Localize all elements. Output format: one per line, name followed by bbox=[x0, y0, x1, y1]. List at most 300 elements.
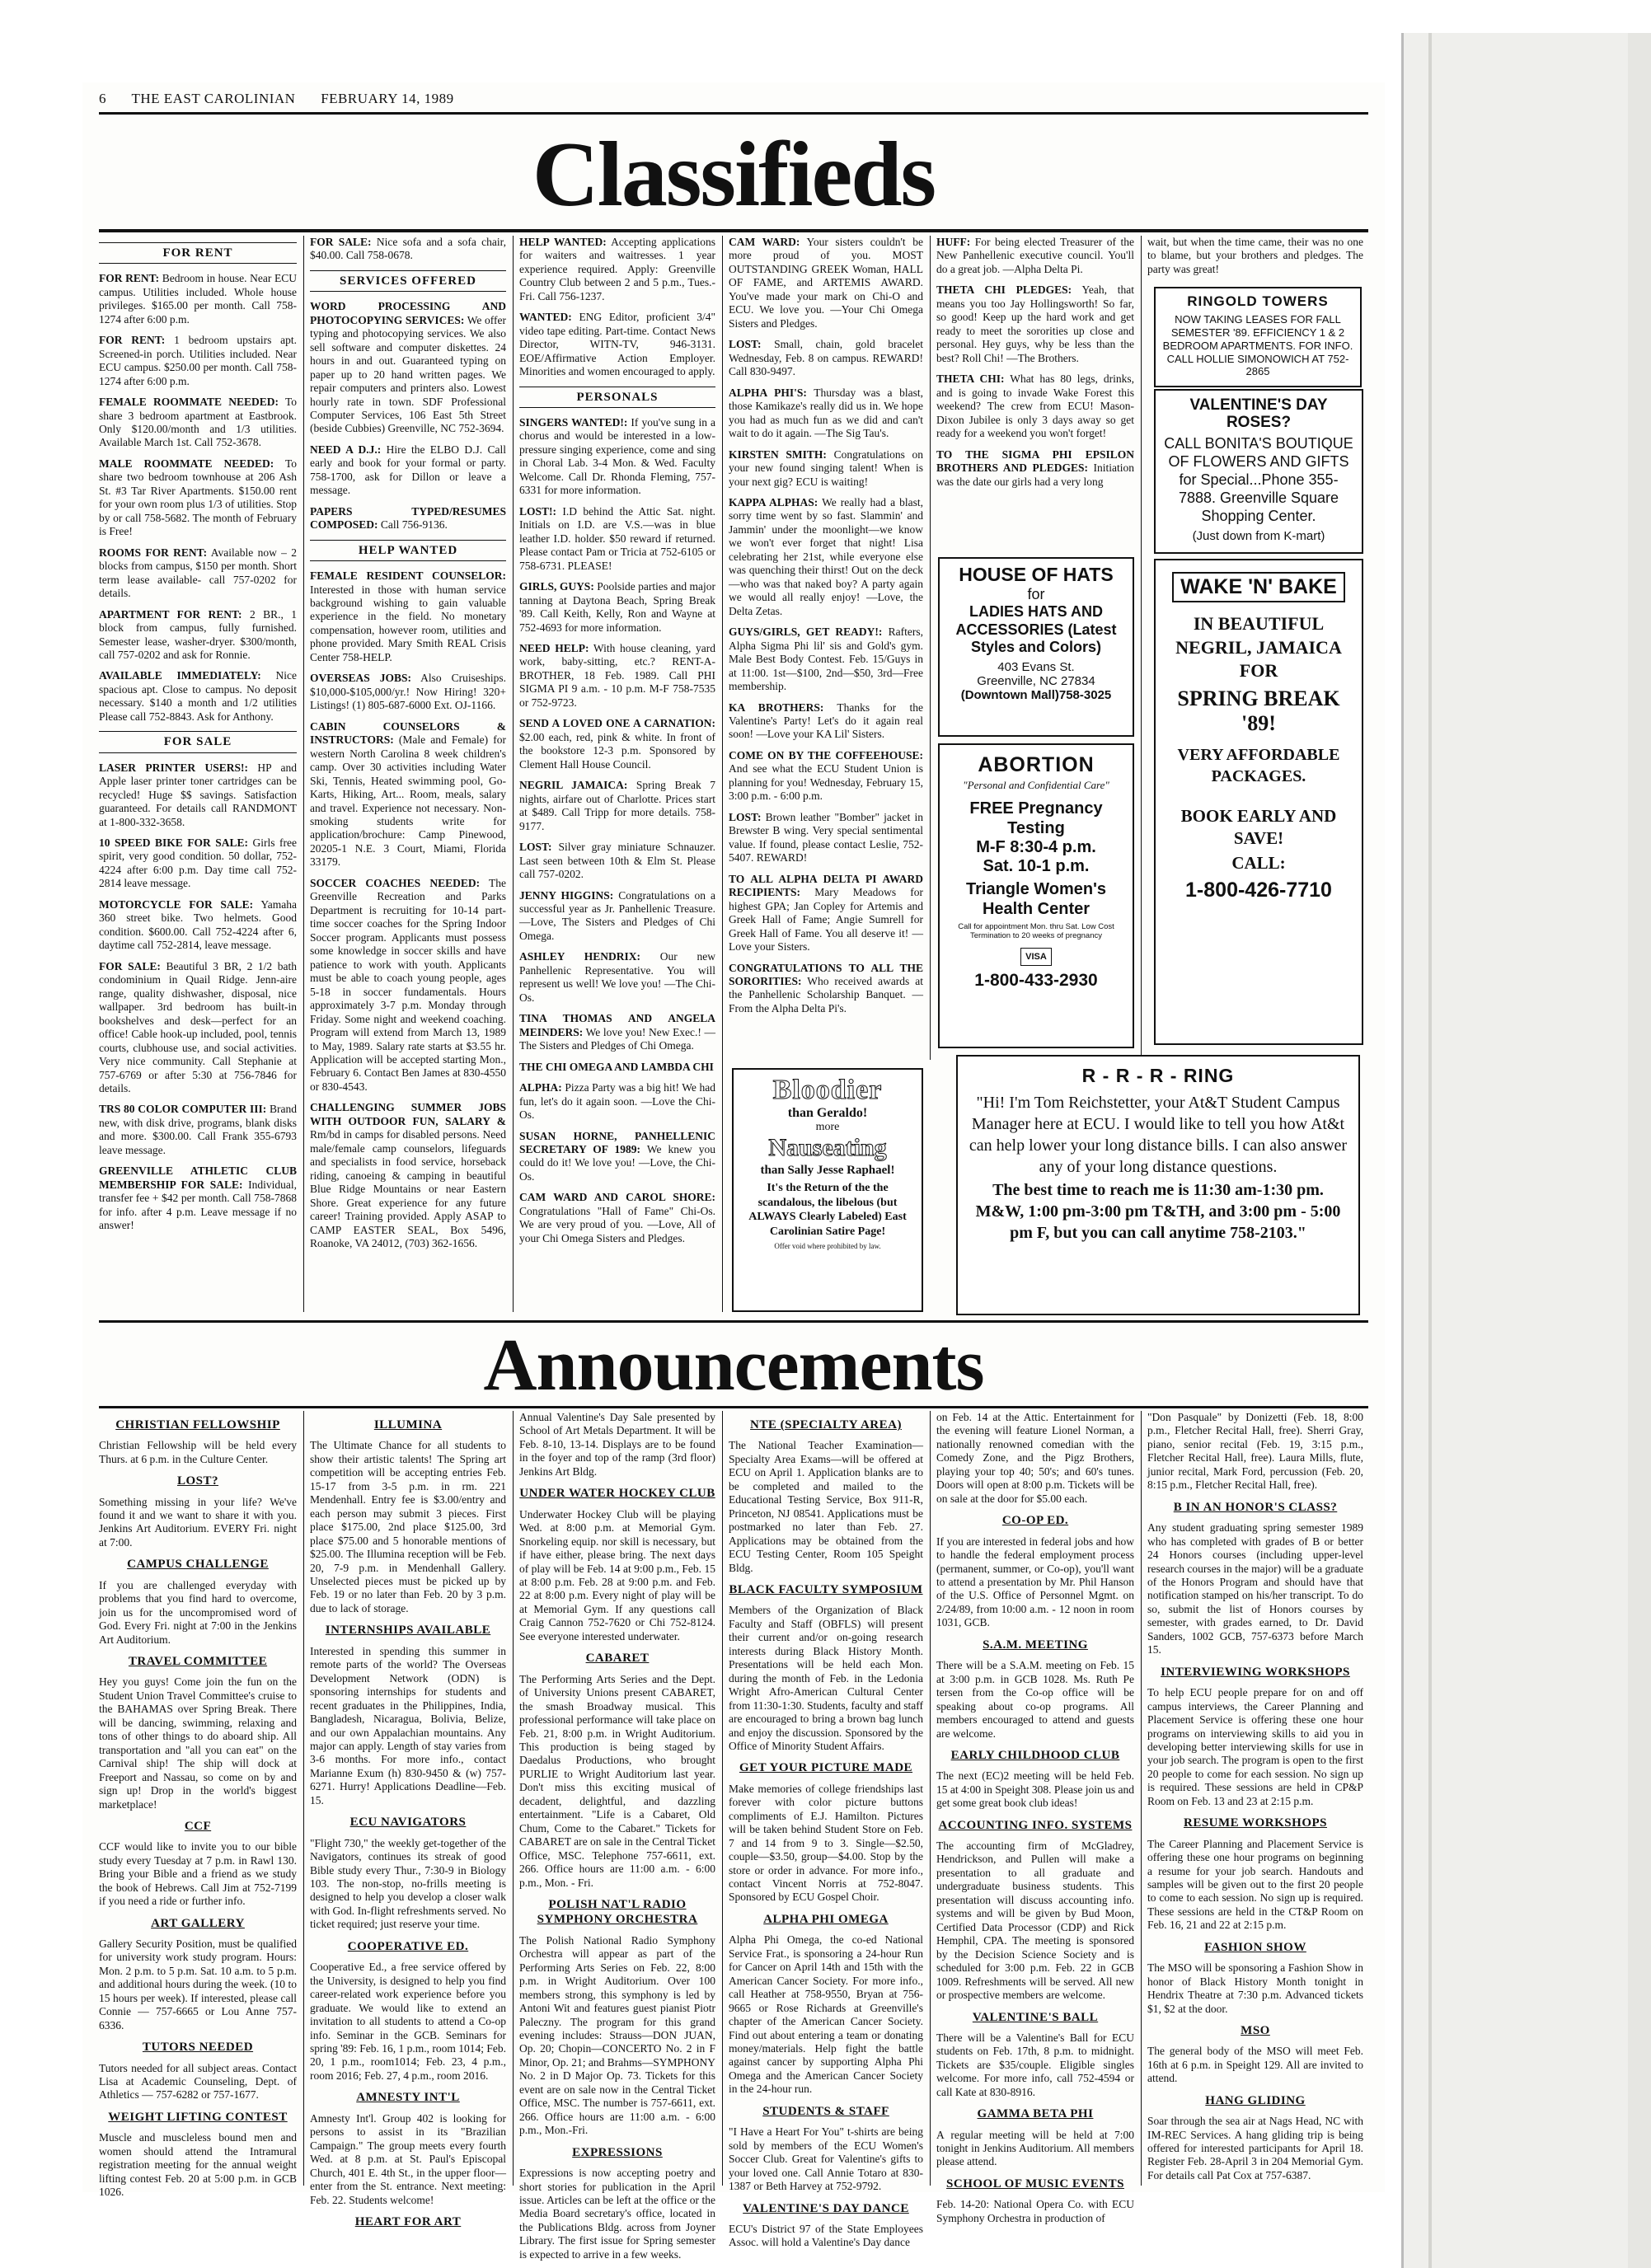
classified-ad-heading: OVERSEAS JOBS: bbox=[310, 672, 411, 685]
announcement-text: The general body of the MSO will meet Feb. 16th at 6 p.m. in Speight 129. All are invited to attend. bbox=[1147, 2045, 1363, 2085]
classified-ad-text: Interested in those with human service background wishing to gain valuable experience in the field. No monetary compensation, however room, utilities and phone provided. Mary Smith REAL Crisis Center 758-HELP. bbox=[310, 583, 506, 663]
announcement-text: The National Teacher Examination—Specialty Area Exams—will be offered at ECU on April 1. Application blanks are to be completed and mailed to the Educational Testing Service, Box 911-R, Princeton, NJ 08541. Applications must be postmarked no later than Feb. 27. Applications may be obtained from the ECU Testing Center, Room 105 Speight Bldg. bbox=[729, 1439, 923, 1574]
classified-ad bbox=[99, 960, 297, 1096]
announcement-heading: CCF bbox=[184, 1820, 212, 1834]
announcements-title: Announcements bbox=[483, 1324, 984, 1406]
classified-ad-heading: HUFF: bbox=[936, 236, 971, 248]
classified-ad-heading: FEMALE RESIDENT COUNSELOR: bbox=[310, 569, 506, 583]
classified-ad-heading: AVAILABLE IMMEDIATELY: bbox=[99, 669, 261, 682]
classified-ad-heading: GIRLS, GUYS: bbox=[519, 580, 594, 593]
classified-ad-text: Hire the ELBO D.J. Call early and book for your formal or party. 758-1700, ask for Dillon or leave a message. bbox=[310, 443, 506, 497]
classified-ad bbox=[519, 717, 715, 771]
section-services-offered: SERVICES OFFERED bbox=[310, 270, 506, 292]
classified-ad bbox=[99, 608, 297, 663]
house-of-hats-ad bbox=[938, 557, 1134, 737]
classified-ad-text: Brown leather "Bomber" jacket in Brewster B wing. Very special sentimental value. If found, please contact Leslie, 752-5407. REWARD! bbox=[729, 810, 923, 865]
announcement-text: There will be a S.A.M. meeting on Feb. 15 at 3:00 p.m. in GCB 1028. Ms. Ruth Pe tersen from the Co-op office will be speaking about co-op programs. All members encouraged to attend and guests are welcome. bbox=[936, 1659, 1134, 1740]
classified-ad-heading: JENNY HIGGINS: bbox=[519, 888, 614, 902]
classified-ad-text: To share 3 bedroom apartment at Eastbrook. Only $120.00/month and 1/3 utilities. Available March 1st. Call 752-3678. bbox=[99, 396, 297, 449]
column-divider bbox=[930, 236, 931, 1060]
announcements-column-3 bbox=[519, 1411, 715, 2261]
announcement-heading: B IN AN HONOR'S CLASS? bbox=[1173, 1500, 1338, 1514]
ad-ring-title: R - R - R - RING bbox=[1081, 1065, 1235, 1086]
ad-abortion-tagline: "Personal and Confidential Care" bbox=[963, 779, 1109, 791]
classified-ad bbox=[310, 672, 506, 712]
announcement-text: There will be a Valentine's Ball for ECU students on Feb. 17th, 8 p.m. to midnight. Tickets are $35/couple. Eligible singles welcome. For more info, call 752-4594 or call Kate at 830-8916. bbox=[936, 2031, 1134, 2098]
ad-ring-body: "Hi! I'm Tom Reichstetter, your At&T Student Campus Manager here at ECU. I would like to tell you how At&t can help lower your long distance bills. I can also answer any of your long distance questions. bbox=[969, 1094, 1348, 1176]
announcement-text: Something missing in your life? We've found it and we want to share it with you. Jenkins Art Auditorium. EVERY Fri. night at 7:00. bbox=[99, 1495, 297, 1549]
classified-ad-text: To share two bedroom townhouse at 206 Ash St. #3 Tar River Apartments. $150.00 rent for your own room plus 1/3 of utilities. Stop by or call 758-5682. The month of February is Free! bbox=[99, 457, 297, 538]
announcement-heading: WEIGHT LIFTING CONTEST bbox=[108, 2110, 288, 2124]
adjacent-page-edge bbox=[1401, 33, 1651, 2268]
announcement-text: CCF would like to invite you to our bible study every Tuesday at 7 p.m. in Rawl 130. Bring your Bible and a friend as we study the book of Hebrews. Call Jim at 752-7199 if you need a ride or further info. bbox=[99, 1840, 297, 1908]
classified-ad-text: Spring Break 7 nights, airfare out of Charlotte. Prices start at $489. Call Tripp for more details. 758-9177. bbox=[519, 779, 715, 832]
classified-ad-heading: GUYS/GIRLS, GET READY!: bbox=[729, 626, 883, 639]
announcement-heading: MSO bbox=[1241, 2024, 1270, 2038]
classified-ad-heading: CONGRATULATIONS TO ALL THE SORORITIES: bbox=[729, 961, 923, 987]
announcement-heading: INTERNSHIPS AVAILABLE bbox=[325, 1624, 491, 1638]
announcement-heading: RESUME WORKSHOPS bbox=[1183, 1816, 1327, 1830]
announcement-heading: GAMMA BETA PHI bbox=[977, 2107, 1094, 2121]
classified-ad bbox=[519, 416, 715, 498]
ad-ringold-title: RINGOLD TOWERS bbox=[1187, 293, 1329, 309]
announcement-text: Make memories of college friendships last forever with color picture buttons compliments of E.J. Hamilton. Pictures will be taken behind Student Store on Feb. 7 and 14 from 9 to 3. Single—$2.50, couple—$3.50, group—$4.00. Stop by the store or order in advance. For more info., contact Vincent Norris at 752-8047. Sponsored by ECU Gospel Choir. bbox=[729, 1782, 923, 1904]
column-personals-end bbox=[1147, 236, 1363, 285]
column-divider bbox=[513, 1411, 514, 2186]
classified-ad bbox=[519, 1130, 715, 1184]
section-for-rent: FOR RENT bbox=[99, 242, 297, 264]
column-divider bbox=[513, 236, 514, 1312]
announcement-text: "I Have a Heart For You" t-shirts are being sold by members of the ECU Women's Soccer Club. Great for Valentine's gifts to your loved one. Call Annie Totaro at 830-1387 or Beth Harvey at 752-9792. bbox=[729, 2125, 923, 2193]
classified-ad-text: Thursday was a blast, those Kamikaze's really did us in. We hope you had as much fun as we did and can't wait to do it again. —The Sig Tau's. bbox=[729, 386, 923, 440]
classified-ad-heading: CHALLENGING SUMMER JOBS WITH OUTDOOR FUN, SALARY & bbox=[310, 1101, 506, 1127]
announcement-heading: TUTORS NEEDED bbox=[142, 2041, 254, 2055]
classified-ad bbox=[519, 841, 715, 881]
classified-ad bbox=[99, 457, 297, 539]
announcement-text: Hey you guys! Come join the fun on the Student Union Travel Committee's cruise to the BAHAMAS over Spring Break. There will be dancing, swimming, relaxing and tons of other things to do aboard ship. All transportation and "all you can eat" on the Carnival ship! The ship will dock at Freeport and Nassau, so come on by and sign up! Drop in the world's biggest marketplace! bbox=[99, 1675, 297, 1811]
column-personals bbox=[519, 236, 715, 1312]
classified-ad-text: Yamaha 360 street bike. Two helmets. Good condition. $600.00. Call 752-4224 after 6, daytime call 752-2814, leave message. bbox=[99, 897, 297, 952]
announcement-heading: TRAVEL COMMITTEE bbox=[128, 1655, 268, 1669]
classified-ad-text: We really had a blast, sorry time went by so fast. Slammin' and Jammin' under the moonlight—we know we won't ever forget that night! Lisa celebrating her 21st, while everyone else was quenching their thirst! Out on the deck—who was that naked boy? A party again we would all really enjoy! —Love, the Delta Zetas. bbox=[729, 495, 923, 617]
column-divider bbox=[930, 1411, 931, 2186]
announcement-text: "Flight 730," the weekly get-together of the Navigators, continues its streak of good Bible study every Thur., 7:30-9 in Biology 103. The non-stop, no-frills meeting is designed to help you develop a closer walk with God. In-flight refreshments served. No ticket required; just reserve your time. bbox=[310, 1836, 506, 1931]
ad-bloodier-disclaimer: Offer void where prohibited by law. bbox=[774, 1242, 881, 1250]
classified-ad-heading: MALE ROOMMATE NEEDED: bbox=[99, 457, 274, 470]
announcement-heading: FASHION SHOW bbox=[1204, 1940, 1306, 1954]
announcement-heading: CABARET bbox=[585, 1652, 650, 1666]
classified-ad-text: Congratulations "Hall of Fame" Chi-Os. We are very proud of you. —Love, All of your Chi Omega Sisters and Pledges. bbox=[519, 1204, 715, 1244]
classified-ad-text: Girls free spirit, very good condition. 50 dollar, 752-4224 after 6:00 p.m. Day time call 752-2814 leave message. bbox=[99, 836, 297, 890]
classified-ad bbox=[310, 443, 506, 498]
classified-ad-text: Poolside parties and major tanning at Daytona Beach, Spring Break '89. Call Keith, Kelly, Ron and Wayne at 752-4693 for more information. bbox=[519, 580, 715, 634]
column-divider bbox=[722, 1411, 723, 2186]
ad-nauseating-title: Nauseating bbox=[768, 1134, 887, 1161]
classified-ad-text: We knew you could do it! We love you! —Love, the Chi-Os. bbox=[519, 1143, 715, 1183]
classified-ad bbox=[310, 569, 506, 664]
classified-ad-text: wait, but when the time came, their was no one to blame, but your brothers and pledges. The party was great! bbox=[1147, 236, 1363, 275]
classified-ad-heading: THETA CHI: bbox=[936, 373, 1005, 386]
ad-bloodier-line: than Geraldo! bbox=[787, 1106, 868, 1120]
ad-abortion-free-testing: FREE Pregnancy Testing bbox=[969, 799, 1103, 837]
classified-ad bbox=[936, 373, 1134, 440]
ad-bloodier-title: Bloodier bbox=[772, 1075, 883, 1105]
wake-n-bake-ad bbox=[1154, 559, 1363, 1045]
ad-ringold-body: NOW TAKING LEASES FOR FALL SEMESTER '89. EFFICIENCY 1 & 2 BEDROOM APARTMENTS. FOR INFO. CALL HOLLIE SIMONOWICH AT 752-2865 bbox=[1162, 313, 1353, 378]
classified-ad-text: The Greenville Recreation and Parks Department is recruiting for 10-14 part-time soccer coaches for the Spring Indoor Soccer program. Applicants must possess some knowledge in soccer skills and have patience to work with youth. Applicants must be able to coach young people, ages 5-18 in soccer fundamentals. Hours approximately 3-7 p.m. Monday through Friday. Some night and weekend coaching. Program will extend from March 13, 1989 to May, 1989. Salary rate starts at $3.55 hr. Application will be accepted starting Mon., February 6. Contact Ben James at 830-4550 or 830-4543. bbox=[310, 876, 507, 1093]
classified-ad bbox=[729, 701, 923, 742]
ad-hats-products: LADIES HATS AND ACCESSORIES (Latest Styles and Colors) bbox=[955, 603, 1117, 656]
classified-ad-text: For being elected Treasurer of the New Panhellenic executive council. You'll do a great job. —Alpha Delta Pi. bbox=[936, 236, 1135, 275]
classified-ad bbox=[310, 877, 506, 1094]
announcement-heading: POLISH NAT'L RADIO SYMPHONY ORCHESTRA bbox=[537, 1898, 698, 1927]
classified-ad-heading: KAPPA ALPHAS: bbox=[729, 495, 818, 508]
classified-ad-text: Beautiful 3 BR, 2 1/2 bath condominium in Quail Ridge. Jenn-aire range, quality dishwasher, disposal, nice wallpaper. 3rd bedroom has built-in bookshelves and desk—perfect for an office! Cable hook-up included, pool, tennis courts, clubhouse use, and social activities. Very nice community. Call Stephanie at 757-6769 or after 5:30 at 756-7846 for details. bbox=[99, 959, 298, 1094]
personals-list-more bbox=[936, 236, 1134, 489]
ad-ring-hours: The best time to reach me is 11:30 am-1:30 pm. M&W, 1:00 pm-3:00 pm T&TH, and 3:00 pm - 5:00 pm F, but you can call anytime 758-2103." bbox=[975, 1181, 1341, 1242]
announcement-text: The Ultimate Chance for all students to show their artistic talents! The Spring art competition will be accepting entries Feb. 15-17 from 3-5 p.m. in rm. 221 Mendenhall. Entry fee is $3.00/entry and each person may submit 3 pieces. First place $175.00, 2nd place $125.00, 3rd place $75.00 and 5 honorable mentions of $25.00. The Illumina reception will be Feb. 20, 7-9 p.m. in Mendenhall Gallery. Unselected pieces must be picked up by Feb. 19 or no later than Feb. 20 by 3 p.m. due to lack of storage. bbox=[310, 1439, 506, 1614]
classified-ad bbox=[936, 284, 1134, 365]
ad-hats-city: Greenville, NC 27834 bbox=[977, 673, 1095, 688]
classified-ad-text: We love you! New Exec.! —The Sisters and Pledges of Chi Omega. bbox=[519, 1025, 715, 1052]
classified-ad bbox=[729, 448, 923, 489]
classified-ad bbox=[519, 505, 715, 573]
classified-ad-heading: CAM WARD AND CAROL SHORE: bbox=[519, 1191, 715, 1204]
classified-ad-text: 2 BR., 1 block from campus, fully furnished. Semester lease, washer-dryer. $300/month, call 757-0202 and ask for Ronnie. bbox=[99, 607, 297, 662]
classified-ad bbox=[519, 1012, 715, 1052]
ad-abortion-hours: Sat. 10-1 p.m. bbox=[983, 857, 1090, 875]
classified-ad-heading: THE CHI OMEGA AND LAMBDA CHI bbox=[519, 1060, 714, 1073]
classified-ad-heading: APARTMENT FOR RENT: bbox=[99, 607, 242, 621]
classifieds-title: Classifieds bbox=[532, 124, 936, 226]
classified-ad bbox=[729, 387, 923, 441]
announcement-text: Members of the Organization of Black Faculty and Staff (OBFLS) will present their current and/or on-going research interests during Black History Month. Presentations will be held each Mon. during the month of Feb. in the Ledonia Wright Afro-American Cultural Center from 11:30-1:30. Students, faculty and staff are encouraged to bring a brown bag lunch and enjoy the discussion. Sponsored by the Office of Minority Student Affairs. bbox=[729, 1604, 923, 1752]
ad-hats-title: HOUSE OF HATS bbox=[959, 564, 1114, 585]
classified-ad-text: Individual, transfer fee + $42 per month. Call 758-7868 for info. after 4 p.m. Leave message if no answer! bbox=[99, 1178, 297, 1232]
classified-ad-heading: CABIN COUNSELORS & INSTRUCTORS: bbox=[310, 719, 506, 747]
classified-ad-heading: PAPERS TYPED/RESUMES COMPOSED: bbox=[310, 504, 506, 532]
classified-ad-heading: GREENVILLE ATHLETIC CLUB MEMBERSHIP FOR SALE: bbox=[99, 1164, 297, 1191]
help-wanted-list bbox=[310, 569, 506, 1251]
classified-ad bbox=[729, 873, 923, 954]
classified-ad-heading: MOTORCYCLE FOR SALE: bbox=[99, 897, 254, 911]
classified-ad bbox=[519, 1191, 715, 1245]
announcement-text: Gallery Security Position, must be qualified for university work study program. Hours: Mon. 2 p.m. to 5 p.m. Sat. 10 a.m. to 5 p.m. and additional hours during the week. (10 to 15 hours per week). If interested, please call Connie — 757-6665 or Lou Anne 757-6336. bbox=[99, 1937, 297, 2031]
announcement-heading: COOPERATIVE ED. bbox=[347, 1939, 469, 1953]
classified-ad bbox=[99, 396, 297, 450]
personals-list bbox=[519, 416, 715, 1245]
classified-ad-heading: LASER PRINTER USERS!: bbox=[99, 761, 249, 774]
classified-ad-heading: LOST!: bbox=[519, 504, 557, 518]
classified-ad-text: Pizza Party was a big hit! We had fun, let's do it again soon. —Love the Chi-Os. bbox=[519, 1081, 715, 1122]
classified-ad-heading: TO THE SIGMA PHI EPSILON BROTHERS AND PLEDGES: bbox=[936, 448, 1134, 475]
ad-wake-spring-break: SPRING BREAK bbox=[1177, 686, 1340, 710]
ad-hats-for: for bbox=[1027, 586, 1045, 602]
announcement-heading: ECU NAVIGATORS bbox=[349, 1816, 467, 1830]
ad-abortion-title: ABORTION bbox=[978, 753, 1095, 776]
column-divider bbox=[303, 236, 304, 1312]
classified-ad bbox=[519, 1081, 715, 1122]
classified-ad-heading: LOST: bbox=[729, 338, 762, 351]
classified-ad-text: Call 756-9136. bbox=[380, 518, 448, 532]
att-ring-ad bbox=[956, 1055, 1360, 1315]
announcements-column-1 bbox=[99, 1411, 297, 2199]
classified-ad bbox=[519, 889, 715, 944]
announcement-heading: HEART FOR ART bbox=[354, 2214, 462, 2228]
personals-list-continued bbox=[729, 236, 923, 1015]
classified-ad-text: With house cleaning, yard work, baby-sitting, etc.? RENT-A-BROTHER, 18 Feb. 1989. Call PHI SIGMA PI 9 a.m. - 10 p.m. M-F 758-7535 or 752-9723. bbox=[519, 642, 715, 709]
classified-ad-heading: THETA CHI PLEDGES: bbox=[936, 284, 1072, 297]
column-for-rent-sale bbox=[99, 236, 297, 1312]
announcement-text: Amnesty Int'l. Group 402 is looking for persons to assist in its "Brazilian Campaign." The group meets every fourth Wed. at 8 p.m. at St. Paul's Episcopal Church, 401 E. 4th St., in the upper floor—enter from the St. entrance. Next meeting: Feb. 22. Students welcome! bbox=[310, 2111, 506, 2206]
classified-ad-heading: 10 SPEED BIKE FOR SALE: bbox=[99, 836, 249, 849]
classified-ad bbox=[519, 642, 715, 710]
classified-ad bbox=[519, 950, 715, 1005]
satire-page-ad bbox=[732, 1068, 923, 1312]
announcement-text: Feb. 14-20: National Opera Co. with ECU Symphony Orchestra in production of bbox=[936, 2198, 1134, 2224]
announcement-text: "Don Pasquale" by Donizetti (Feb. 18, 8:00 p.m., Fletcher Recital Hall, free). Sherri Gray, piano, senior recital (Feb. 19, 3:15 p.m., Fletcher Recital Hall, free). Laura Mills, flute, junior recital, Mark Ford, percussion (Feb. 20, 8:15 p.m., Fletcher Recital Hall, free). bbox=[1147, 1411, 1363, 1492]
classified-ad-text: Silver gray miniature Schnauzer. Last seen between 10th & Elm St. Please call 757-0202. bbox=[519, 841, 715, 881]
announcement-heading: NTE (SPECIALTY AREA) bbox=[750, 1418, 902, 1432]
announcement-heading: CAMPUS CHALLENGE bbox=[127, 1558, 269, 1572]
classified-ad bbox=[729, 338, 923, 378]
announcement-text: Underwater Hockey Club will be playing Wed. at 8:00 p.m. at Memorial Gym. Snorkeling equip. nor skill is necessary, but if have either, please bring. The next days of play will be Feb. 14 at 9:00 p.m., Feb. 15 at 8:00 p.m. Feb. 28 at 9:00 p.m. and Feb. 22 at 8:00 p.m. Every night of play will be at Memorial Gym. If any questions call Craig Cannon 752-7620 or Chi 752-8124. See everyone interested underwater. bbox=[519, 1507, 715, 1642]
classified-ad bbox=[519, 1061, 715, 1074]
classified-ad bbox=[99, 836, 297, 891]
announcement-text: Annual Valentine's Day Sale presented by School of Art Metals Department. It will be Feb. 8-10, 13-14. Displays are to be found in the foyer and top of the ramp (3rd floor) Jenkins Art Bldg. bbox=[519, 1411, 715, 1478]
classified-ad-heading: COME ON BY THE COFFEEHOUSE: bbox=[729, 748, 923, 761]
announcement-text: If you are interested in federal jobs and how to handle the federal employment process (permanent, summer, or Co-op), you'll want to attend a presentation by Mr. Phil Hanson of the U.S. Office of Personnel Mgmt. on 2/24/89, from 10:00 a.m. - 12 noon in room 1031, GCB. bbox=[936, 1535, 1134, 1629]
classified-ad bbox=[99, 272, 297, 326]
announcement-text: Muscle and muscleless bound men and women should attend the Intramural registration meeting for the annual weight lifting contest Feb. 20 at 5:00 p.m. in GCB 1026. bbox=[99, 2131, 297, 2199]
classified-ad-text: Rafters, Alpha Sigma Phi lil' sis and Gold's gym. Male Best Body Contest. Feb. 15/Guys in at 11:00. 1st—$100, 2nd—$50, 3rd—Free membership. bbox=[729, 626, 923, 693]
announcement-text: Interested in spending this summer in remote parts of the world? The Overseas Development Network (ODN) is sponsoring internships for students and recent graduates in the Philippines, India, Bangladesh, Nicaragua, Bolivia, Belize, and our own Appalachian mountains. Any major can apply. Length of stay varies from 3-6 months. For more info., contact Marianne Exum (h) 830-9450 & (w) 757-6271. Hurry! Applications Deadline—Feb. 15. bbox=[310, 1644, 506, 1806]
issue-date: FEBRUARY 14, 1989 bbox=[321, 91, 454, 106]
classified-ad-heading: ALPHA: bbox=[519, 1081, 562, 1094]
classified-ad-text: $2.00 each, red, pink & white. In front of the bookstore 12-3 p.m. Sponsored by Clement Hall House Council. bbox=[519, 730, 715, 771]
classified-ad-heading: TRS 80 COLOR COMPUTER III: bbox=[99, 1103, 267, 1116]
announcement-heading: INTERVIEWING WORKSHOPS bbox=[1161, 1665, 1350, 1679]
health-center-ad bbox=[938, 743, 1134, 1048]
header-rule bbox=[99, 112, 1368, 115]
classified-ad bbox=[99, 1164, 297, 1232]
classified-ad-heading: TINA THOMAS AND ANGELA MEINDERS: bbox=[519, 1012, 715, 1038]
announcement-text: Soar through the sea air at Nags Head, NC with IM-REC Services. A hang gliding trip is being offered for interested participants for April 18. Register Feb. 28-April 3 in 204 Memorial Gym. For details call Pat Cox at 757-6387. bbox=[1147, 2115, 1363, 2181]
section-personals: PERSONALS bbox=[519, 387, 715, 408]
ad-bloodier-line: than Sally Jesse Raphael! bbox=[760, 1164, 895, 1177]
classified-ad-text: We offer typing and photocopying services. We also sell software and computer diskettes. 24 hours in and out. Guaranteed typing on paper up to 20 hand written pages. We repair computers and printers also. Lowest hourly rate in town. SDF Professional Computer Services, 106 East 5th Street (beside Cubbies) Greenville, NC 752-3694. bbox=[310, 313, 506, 435]
classified-ad-text: Available now – 2 blocks from campus, $150 per month. Short term lease available- call 757-0202 for details. bbox=[99, 546, 297, 600]
announcement-heading: AMNESTY INT'L bbox=[356, 2091, 460, 2105]
classified-ad-text: What has 80 legs, drinks, and is going to invade Wake Forest this weekend? The crew from ECU! Mason-Dixon Jubilee is only 3 days away so get ready for a weekend you won't forget! bbox=[936, 373, 1135, 440]
classified-ad bbox=[729, 749, 923, 804]
classified-ad-heading: SUSAN HORNE, PANHELLENIC SECRETARY OF 1989: bbox=[519, 1129, 715, 1156]
announcement-heading: VALENTINE'S BALL bbox=[972, 2010, 1099, 2024]
classified-ad-text: Thanks for the Valentine's Party! Let's do it again real soon! —Love your KA Lil' Sisters. bbox=[729, 701, 923, 741]
ad-wake-packages: VERY AFFORDABLE PACKAGES. bbox=[1177, 745, 1340, 785]
ad-roses-note: (Just down from K-mart) bbox=[1192, 528, 1325, 543]
classified-ad bbox=[99, 669, 297, 724]
classified-ad-heading: ALPHA PHI'S: bbox=[729, 386, 807, 399]
announcement-text: ECU's District 97 of the State Employees Assoc. will hold a Valentine's Day dance bbox=[729, 2222, 923, 2249]
for-rent-list bbox=[99, 272, 297, 724]
announcement-text: Any student graduating spring semester 1989 who has completed with grades of B or better 24 Honors courses (including upper-level research courses in the major) will be a graduate of the Honors Program and should have that notification stamped on his/her transcript. To do so, submit the list of Honors courses by semester, with grades earned, to Dr. David Sanders, 1002 GCB, 757-6373 before March 15. bbox=[1147, 1521, 1363, 1656]
classified-ad-heading: ROOMS FOR RENT: bbox=[99, 546, 208, 559]
classified-ad bbox=[1147, 236, 1363, 276]
classified-ad-heading: WANTED: bbox=[519, 311, 572, 324]
classified-ad-heading: ASHLEY HENDRIX: bbox=[519, 950, 641, 963]
announcement-heading: VALENTINE'S DAY DANCE bbox=[743, 2201, 909, 2215]
announcement-heading: ILLUMINA bbox=[373, 1418, 443, 1432]
page-header bbox=[99, 91, 476, 107]
announcement-text: If you are challenged everyday with problems that you find hard to overcome, join us for the uncompromised word of God. Every Fri. night at 7:00 in the Jenkins Art Auditorium. bbox=[99, 1578, 297, 1646]
classified-ad-heading: NEED HELP: bbox=[519, 642, 589, 655]
announcement-text: Cooperative Ed., a free service offered by the University, is designed to help you find career-related work experience before you graduate. We would like to extend an invitation to all students to attend a Co-op info. Seminar in the GCB. Seminars for spring '89: Feb. 16, 1 p.m., room 1014; Feb. 20, 1 p.m., room1014; Feb. 23, 4 p.m., room 2016; Feb. 27, 4 p.m., room 2016. bbox=[310, 1961, 506, 2082]
classified-ad bbox=[519, 311, 715, 378]
ad-wake-book-early: BOOK EARLY AND SAVE! bbox=[1180, 805, 1337, 849]
ringold-towers-ad bbox=[1154, 287, 1362, 387]
classified-ad-text: 1 bedroom upstairs apt. Screened-in porch. Utilities included. Near ECU campus. $250.00 per month. Call 758-1274 after 6:00 p.m. bbox=[99, 334, 297, 387]
newspaper-page bbox=[82, 82, 1385, 2261]
ad-wake-year: '89! bbox=[1241, 710, 1276, 735]
announcement-text: The accounting firm of McGladrey, Hendrickson, and Pullen will make a presentation to all graduate and undergraduate business students. This presentation will discuss accounting info. systems and will be given by Bud Moon, Certified Data Processor (CDP) and Rick Hemphil, CPA. The meeting is sponsored by the Decision Science Society and is scheduled for 3:00 p.m. Feb. 22 in GCB 1009. Refreshments will be served. All new or prospective members are welcome. bbox=[936, 1839, 1134, 2002]
paper-name: THE EAST CAROLINIAN bbox=[131, 91, 296, 106]
classified-ad bbox=[729, 236, 923, 330]
classified-ad-heading: SEND A LOVED ONE A CARNATION: bbox=[519, 717, 715, 730]
announcement-text: Alpha Phi Omega, the co-ed National Service Frat., is sponsoring a 24-hour Run for Cancer on April 14th and 15th with the American Cancer Society. For more info., call Heather at 758-9550, Bryan at 756-9665 or Rose Richards at Greenville's chapter of the American Cancer Society. Find out about entering a team or donating money/materials. Help fight the battle against cancer by supporting Alpha Phi Omega and the American Cancer Society in the 24-hour run. bbox=[729, 1933, 923, 2096]
classified-ad bbox=[99, 546, 297, 601]
ad-hats-address: 403 Evans St. bbox=[997, 659, 1075, 674]
classified-ad-text: Who received awards at the Panhellenic Scholarship Banquet. —From the Alpha Delta Pi's. bbox=[729, 974, 923, 1015]
classified-ad bbox=[729, 811, 923, 865]
announcements-column-5 bbox=[936, 1411, 1134, 2224]
announcement-text: on Feb. 14 at the Attic. Entertainment for the evening will feature Lionel Norman, a nationally renowned comedian with the Comedy Zone, and the Pigz Brothers, playing your top 40; 50's; and 60's tunes. Doors will open at 8:00 p.m. Tickets will be on sale at the door for $5.00 each. bbox=[936, 1411, 1134, 1505]
announcements-column-6 bbox=[1147, 1411, 1363, 2186]
classified-ad bbox=[310, 720, 506, 869]
announcement-text: To help ECU people prepare for on and off campus interviews, the Career Planning and Placement Service is offering these one hour programs on interviewing skills to aid you in developing better interviewing skills for use in your job search. The program is open to the first 20 people to come for each session. No sign up is required. These sessions are held in CP&P Room on Feb. 13 and 23 at 2:15 p.m. bbox=[1147, 1686, 1363, 1807]
section-help-wanted: HELP WANTED bbox=[310, 540, 506, 561]
announcement-text: The Polish National Radio Symphony Orchestra will appear as part of the Performing Arts Series on Feb. 22, 8:00 p.m. in Wright Auditorium. Over 100 members strong, this symphony is led by Antoni Wit and features guest pianist Piotr Paleczny. The program for this grand evening includes: Strauss—DON JUAN, Op. 20; Chopin—CONCERTO No. 2 in F Minor, Op. 21; and Brahms—SYMPHONY No. 2 in D Major Op. 73. Tickets for this event are on sale now in the Central Ticket Office, MSC. The number is 757-6611, ext. 266. Office hours are 11:00 a.m. - 6:00 p.m., Mon.-Fri. bbox=[519, 1933, 715, 2137]
section-for-sale: FOR SALE bbox=[99, 731, 297, 752]
column-divider bbox=[303, 1411, 304, 2186]
valentines-roses-ad bbox=[1154, 389, 1363, 554]
classified-ad-text: Small, chain, gold bracelet Wednesday, Feb. 8 on campus. REWARD! Call 830-9497. bbox=[729, 338, 924, 378]
announcement-heading: ART GALLERY bbox=[151, 1916, 245, 1930]
classified-ad-heading: FOR SALE: bbox=[310, 236, 372, 248]
announcement-text: Expressions is now accepting poetry and short stories for publication in the April issue. Articles can be left at the office or the Media Board secretary's office, located in the Publications Bldg. across from Joyner Library. The first issue for Spring semester is expected to arrive in a few weeks. bbox=[519, 2167, 715, 2261]
classified-ad bbox=[936, 236, 1134, 276]
announcement-heading: LOST? bbox=[176, 1474, 219, 1488]
ad-wake-phone: 1-800-426-7710 bbox=[1185, 879, 1332, 902]
classified-ad-text: (Male and Female) for western North Carolina 8 week children's camp. Over 30 activities including Water Ski, Tennis, Heated swimming pool, Go-Karts, Hiking, Art... Room, meals, salary and travel. Experience not necessary. Non-smoking students write for application/brochure: Camp Pinewood, 20205-1 N.E. 3 Court, Miami, Florida 33179. bbox=[310, 733, 507, 869]
ad-abortion-hours: M-F 8:30-4 p.m. bbox=[976, 838, 1096, 856]
classified-ad-text: If you've sung in a chorus and would be interested in a low-pressure singing experience, come and sing in Choral Lab. 3-4 Mon. & Wed. Faculty Welcome. Call Dr. Rhonda Fleming, 757-6331 for more information. bbox=[519, 415, 716, 497]
classified-ad-text: HP and Apple laser printer toner cartridges can be recycled! Huge $$ savings. Satisfaction guaranteed. For details call RANDMONT at 1-800-332-3658. bbox=[99, 761, 298, 828]
classified-ad-heading: FEMALE ROOMMATE NEEDED: bbox=[99, 396, 279, 409]
classified-ad-text: Initiation was the date our girls had a very long bbox=[936, 462, 1134, 488]
announcement-text: The next (EC)2 meeting will be held Feb. 15 at 4:00 in Speight 308. Please join us and get some great book club ideas! bbox=[936, 1769, 1134, 1810]
ad-roses-title: VALENTINE'S DAY ROSES? bbox=[1189, 396, 1328, 431]
announcement-heading: GET YOUR PICTURE MADE bbox=[739, 1761, 913, 1775]
ad-roses-body: CALL BONITA'S BOUTIQUE OF FLOWERS AND GIFTS for Special...Phone 355-7888. Greenville Square Shopping Center. bbox=[1164, 434, 1353, 524]
services-list bbox=[310, 300, 506, 532]
column-divider bbox=[1141, 1411, 1142, 2186]
ad-wake-destination: IN BEAUTIFUL NEGRIL, JAMAICA FOR bbox=[1175, 613, 1342, 682]
classified-ad bbox=[310, 236, 506, 263]
classified-ad-text: Mary Meadows for highest GPA; Jan Copley for Artemis and Greek Hall of Fame; Angie Sumrell for Greek Hall of Fame. You all deserve it! —Love your Sisters. bbox=[729, 886, 923, 954]
classified-ad-heading: FOR SALE: bbox=[99, 959, 161, 972]
classified-ad-text: ENG Editor, proficient 3/4" video tape editing. Part-time. Contact News Director, WITN-TV, 946-3131. EOE/Affirmative Action Employer. Minorities and women encouraged to apply. bbox=[519, 311, 716, 378]
announcement-heading: ACCOUNTING INFO. SYSTEMS bbox=[938, 1818, 1133, 1832]
classified-ad-text: Also Cruiseships. $10,000-$105,000/yr.! Now Hiring! 320+ Listings! (1) 805-687-6000 Ext. OJ-1166. bbox=[310, 672, 506, 712]
announcements-rule-top bbox=[99, 1320, 1368, 1323]
announcement-text: The Career Planning and Placement Service is offering these one hour programs on beginning a resume for your job search. Handouts and samples will be given out to the first 20 people to come to each session. No sign up is required. These sessions are held in the CT&P Room on Feb. 16, 21 and 22 at 2:15 p.m. bbox=[1147, 1837, 1363, 1932]
classified-ad-text: Bedroom in house. Near ECU campus. Utilities included. Whole house privileges. $165.00 per month. Call 758-1274 after 6:00 p.m. bbox=[99, 272, 297, 326]
personals-list-end bbox=[1147, 236, 1363, 276]
classified-ad-text: Nice spacious apt. Close to campus. No deposit necessary. $140 a month and 1/2 utilities Please call 752-8843. Ask for Anthony. bbox=[99, 669, 298, 723]
classified-ad bbox=[99, 1103, 297, 1157]
classified-ad-text: Rm/bd in camps for disabled persons. Need male/female camp counselors, lifeguards and specialists in food service, horseback riding, canoeing & camping in beautiful Blue Ridge Mountains or near Eastern Shore. Great experience for any future career! Training provided. Apply ASAP to CAMP EASTER SEAL, Box 5496, Roanoke, VA 24012, (703) 362-1656. bbox=[310, 1128, 506, 1250]
classified-ad-text: Congratulations on your new found singing talent! When is your next gig? ECU is waiting! bbox=[729, 448, 923, 488]
classified-ad bbox=[519, 580, 715, 635]
ad-bloodier-line: more bbox=[815, 1121, 840, 1133]
classified-ad-heading: HELP WANTED: bbox=[519, 236, 607, 248]
classified-ad bbox=[99, 334, 297, 388]
announcements-column-2 bbox=[310, 1411, 506, 2228]
announcement-heading: BLACK FACULTY SYMPOSIUM bbox=[729, 1582, 923, 1596]
announcements-column-4 bbox=[729, 1411, 923, 2249]
classified-ad-heading: NEED A D.J.: bbox=[310, 443, 382, 456]
announcement-heading: STUDENTS & STAFF bbox=[762, 2104, 889, 2118]
announcement-text: The MSO will be sponsoring a Fashion Show in honor of Black History Month tonight in Hendrix Theatre at 7:30 p.m. Advanced tickets $1, $2 at the door. bbox=[1147, 1961, 1363, 2015]
column-personals-more bbox=[936, 236, 1134, 552]
announcement-heading: EXPRESSIONS bbox=[572, 2145, 663, 2159]
ad-abortion-phone: 1-800-433-2930 bbox=[974, 970, 1098, 990]
classified-ad-text: And see what the ECU Student Union is planning for you! Wednesday, February 15, 3:00 p.m. - 6:00 p.m. bbox=[729, 762, 923, 803]
classified-ad-heading: LOST: bbox=[519, 841, 552, 854]
classified-ad bbox=[519, 779, 715, 833]
announcement-text: The Performing Arts Series and the Dept. of University Unions present CABARET, the smash Broadway musical. This professional performance will take place on Feb. 21, 8:00 p.m. in Wright Auditorium. This production is being staged by Daedalus Productions, who brought PURLIE to Wright Auditorium last year. Don't miss this exciting musical of decadent, delightful, and dazzling entertainment. "Life is a Cabaret, Old Chum, Come to the Cabaret." Tickets for CABARET are on sale in the Central Ticket Office, MSC. Telephone 757-6611, ext. 266. Office hours are 11:00 a.m. - 6:00 p.m., Mon. - Fri. bbox=[519, 1672, 715, 1889]
announcement-heading: SCHOOL OF MUSIC EVENTS bbox=[946, 2177, 1124, 2191]
announcement-heading: ALPHA PHI OMEGA bbox=[763, 1912, 889, 1926]
classified-ad-text: Accepting applications for waiters and waitresses. 1 year experience required. Apply: Greenville Country Club between 2 and 5 p.m., Tues.-Fri. Call 756-1237. bbox=[519, 236, 715, 302]
page-number: 6 bbox=[99, 91, 106, 106]
classified-ad bbox=[99, 761, 297, 829]
announcement-heading: HANG GLIDING bbox=[1205, 2093, 1306, 2107]
credit-card-icon: VISA bbox=[1020, 948, 1052, 966]
classified-ad-heading: TO ALL ALPHA DELTA PI AWARD RECIPIENTS: bbox=[729, 872, 923, 899]
announcement-heading: CO-OP ED. bbox=[1001, 1514, 1069, 1528]
announcement-heading: CHRISTIAN FELLOWSHIP bbox=[115, 1418, 280, 1432]
announcement-text: Christian Fellowship will be held every Thurs. at 6 p.m. in the Culture Center. bbox=[99, 1439, 297, 1465]
announcement-heading: S.A.M. MEETING bbox=[983, 1638, 1088, 1652]
classified-ad-heading: LOST: bbox=[729, 810, 762, 823]
classified-ad-text: Congratulations on a successful year as Jr. Panhellenic Treasure. —Love, The Sisters and Pledges of Chi Omega. bbox=[519, 888, 715, 942]
classified-ad-heading: NEGRIL JAMAICA: bbox=[519, 779, 628, 792]
classified-ad bbox=[519, 236, 715, 303]
classified-ad bbox=[936, 448, 1134, 489]
classifieds-rule bbox=[99, 229, 1368, 232]
classified-ad-heading: CAM WARD: bbox=[729, 236, 800, 248]
classified-ad-text: Your sisters couldn't be more proud of you. MOST OUTSTANDING GREEK Woman, HALL OF FAME, and ARTEMIS AWARD. You've made your mark on Chi-O and ECU. We love you. —Your Chi Omega Sisters and Pledges. bbox=[729, 236, 924, 330]
announcement-text: A regular meeting will be held at 7:00 tonight in Jenkins Auditorium. All members please attend. bbox=[936, 2128, 1134, 2168]
column-two-top bbox=[310, 236, 506, 263]
column-personals-continued bbox=[729, 236, 923, 1058]
ad-bloodier-description: It's the Return of the the scandalous, the libelous (but ALWAYS Clearly Labeled) East Carolinian Satire Page! bbox=[748, 1182, 907, 1238]
classified-ad-heading: WORD PROCESSING AND PHOTOCOPYING SERVICES: bbox=[310, 300, 506, 326]
classified-ad-text: Brand new, with disk drive, programs, blank disks and more. $300.00. Call Frank 355-6793 leave message. bbox=[99, 1103, 297, 1156]
classified-ad bbox=[729, 496, 923, 618]
